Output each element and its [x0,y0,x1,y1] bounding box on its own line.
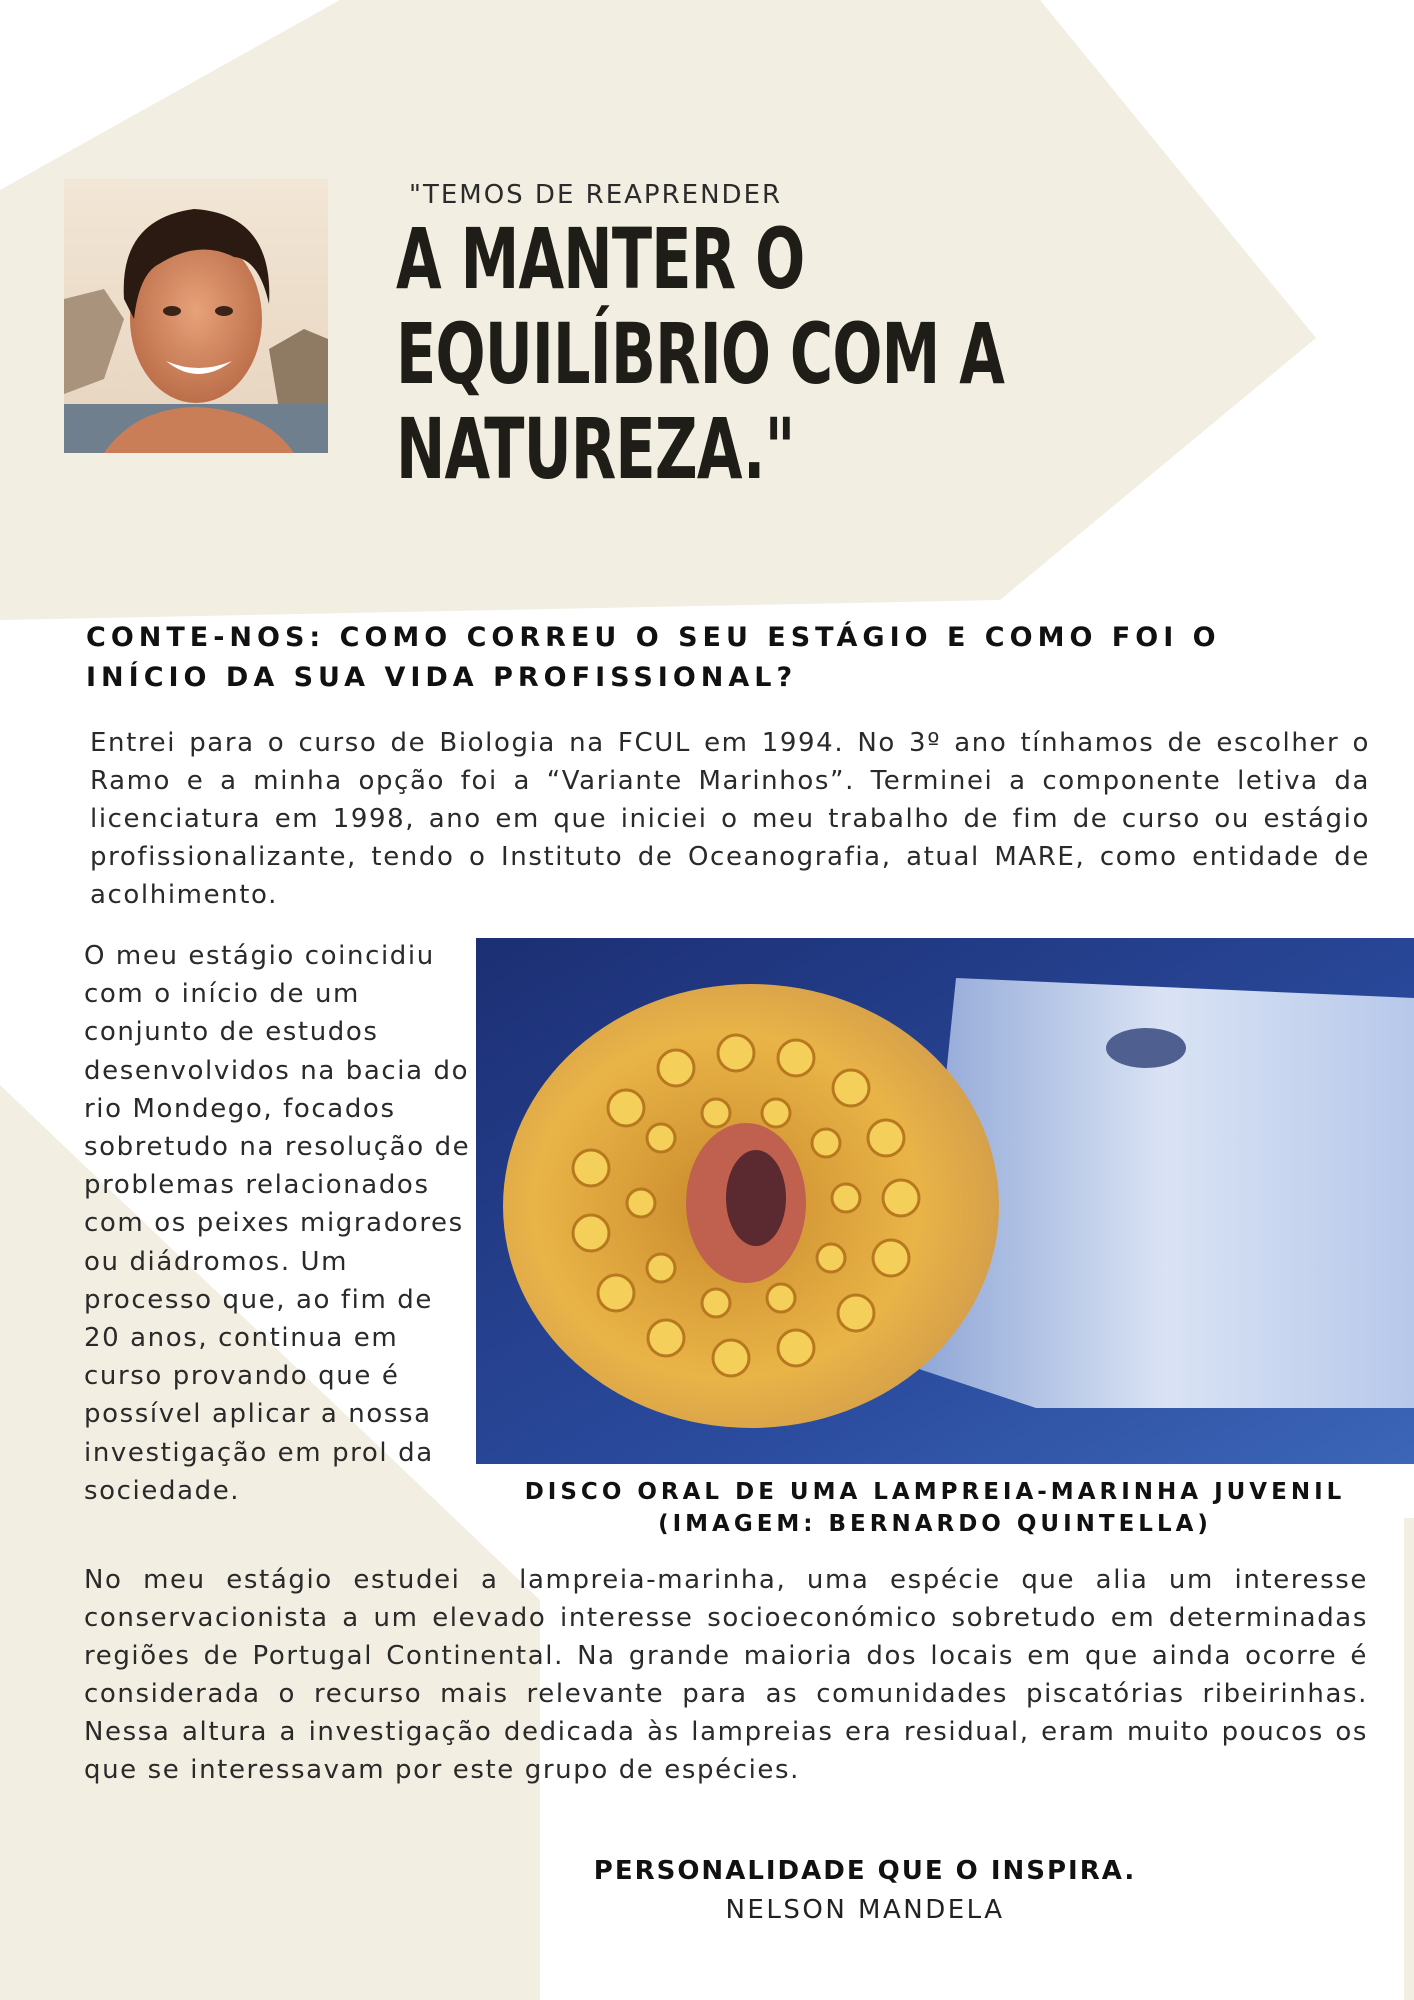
right-edge-accent [1404,1518,1414,2000]
photo-caption [520,1476,1350,1540]
paragraph-1: Entrei para o curso de Biologia na FCUL em 1994. No 3º ano tínhamos de escolher o Ramo e a minha opção foi a “Variante Marinhos”. Terminei a componente letiva da licenciatura em 1998, ano em que iniciei o meu trabalho de fim de curso ou estágio profissionalizante, tendo o Instituto de Oceanografia, atual MARE, como entidade de acolhimento. [90,728,1370,910]
paragraph-2: O meu estágio coincidiu com o início de um conjunto de estudos desenvolvidos na bacia do rio Mondego, focados sobretudo na resolução de problemas relacionados com os peixes migradores ou diádromos. Um processo que, ao fim de 20 anos, continua em curso provando que é possível aplicar a nossa investigação em prol da sociedade. [84,941,471,1506]
caption-line-1: DISCO ORAL DE UMA LAMPREIA-MARINHA JUVENIL [524,1479,1346,1505]
inspiration-label: PERSONALIDADE QUE O INSPIRA. [593,1856,1137,1886]
quote-heading: A MANTER O EQUILÍBRIO COM A NATUREZA." [396,210,1005,498]
inspiration-name: NELSON MANDELA [725,1895,1005,1925]
caption-line-2: (IMAGEM: BERNARDO QUINTELLA) [658,1511,1212,1537]
interview-question: CONTE-NOS: COMO CORREU O SEU ESTÁGIO E COMO FOI O INÍCIO DA SUA VIDA PROFISSIONAL? [86,622,1221,693]
quote-intro: "TEMOS DE REAPRENDER [409,180,783,210]
portrait-photo [64,179,328,453]
lamprey-oral-disc-photo [476,938,1414,1464]
paragraph-3: No meu estágio estudei a lampreia-marinha, uma espécie que alia um interesse conservacionista a um elevado interesse socioeconómico sobretudo em determinadas regiões de Portugal Continental. Na grande maioria dos locais em que ainda ocorre é considerada o recurso mais relevante para as comunidades piscatórias ribeirinhas. Nessa altura a investigação dedicada às lampreias era residual, eram muito poucos os que se interessavam por este grupo de espécies. [84,1565,1368,1785]
